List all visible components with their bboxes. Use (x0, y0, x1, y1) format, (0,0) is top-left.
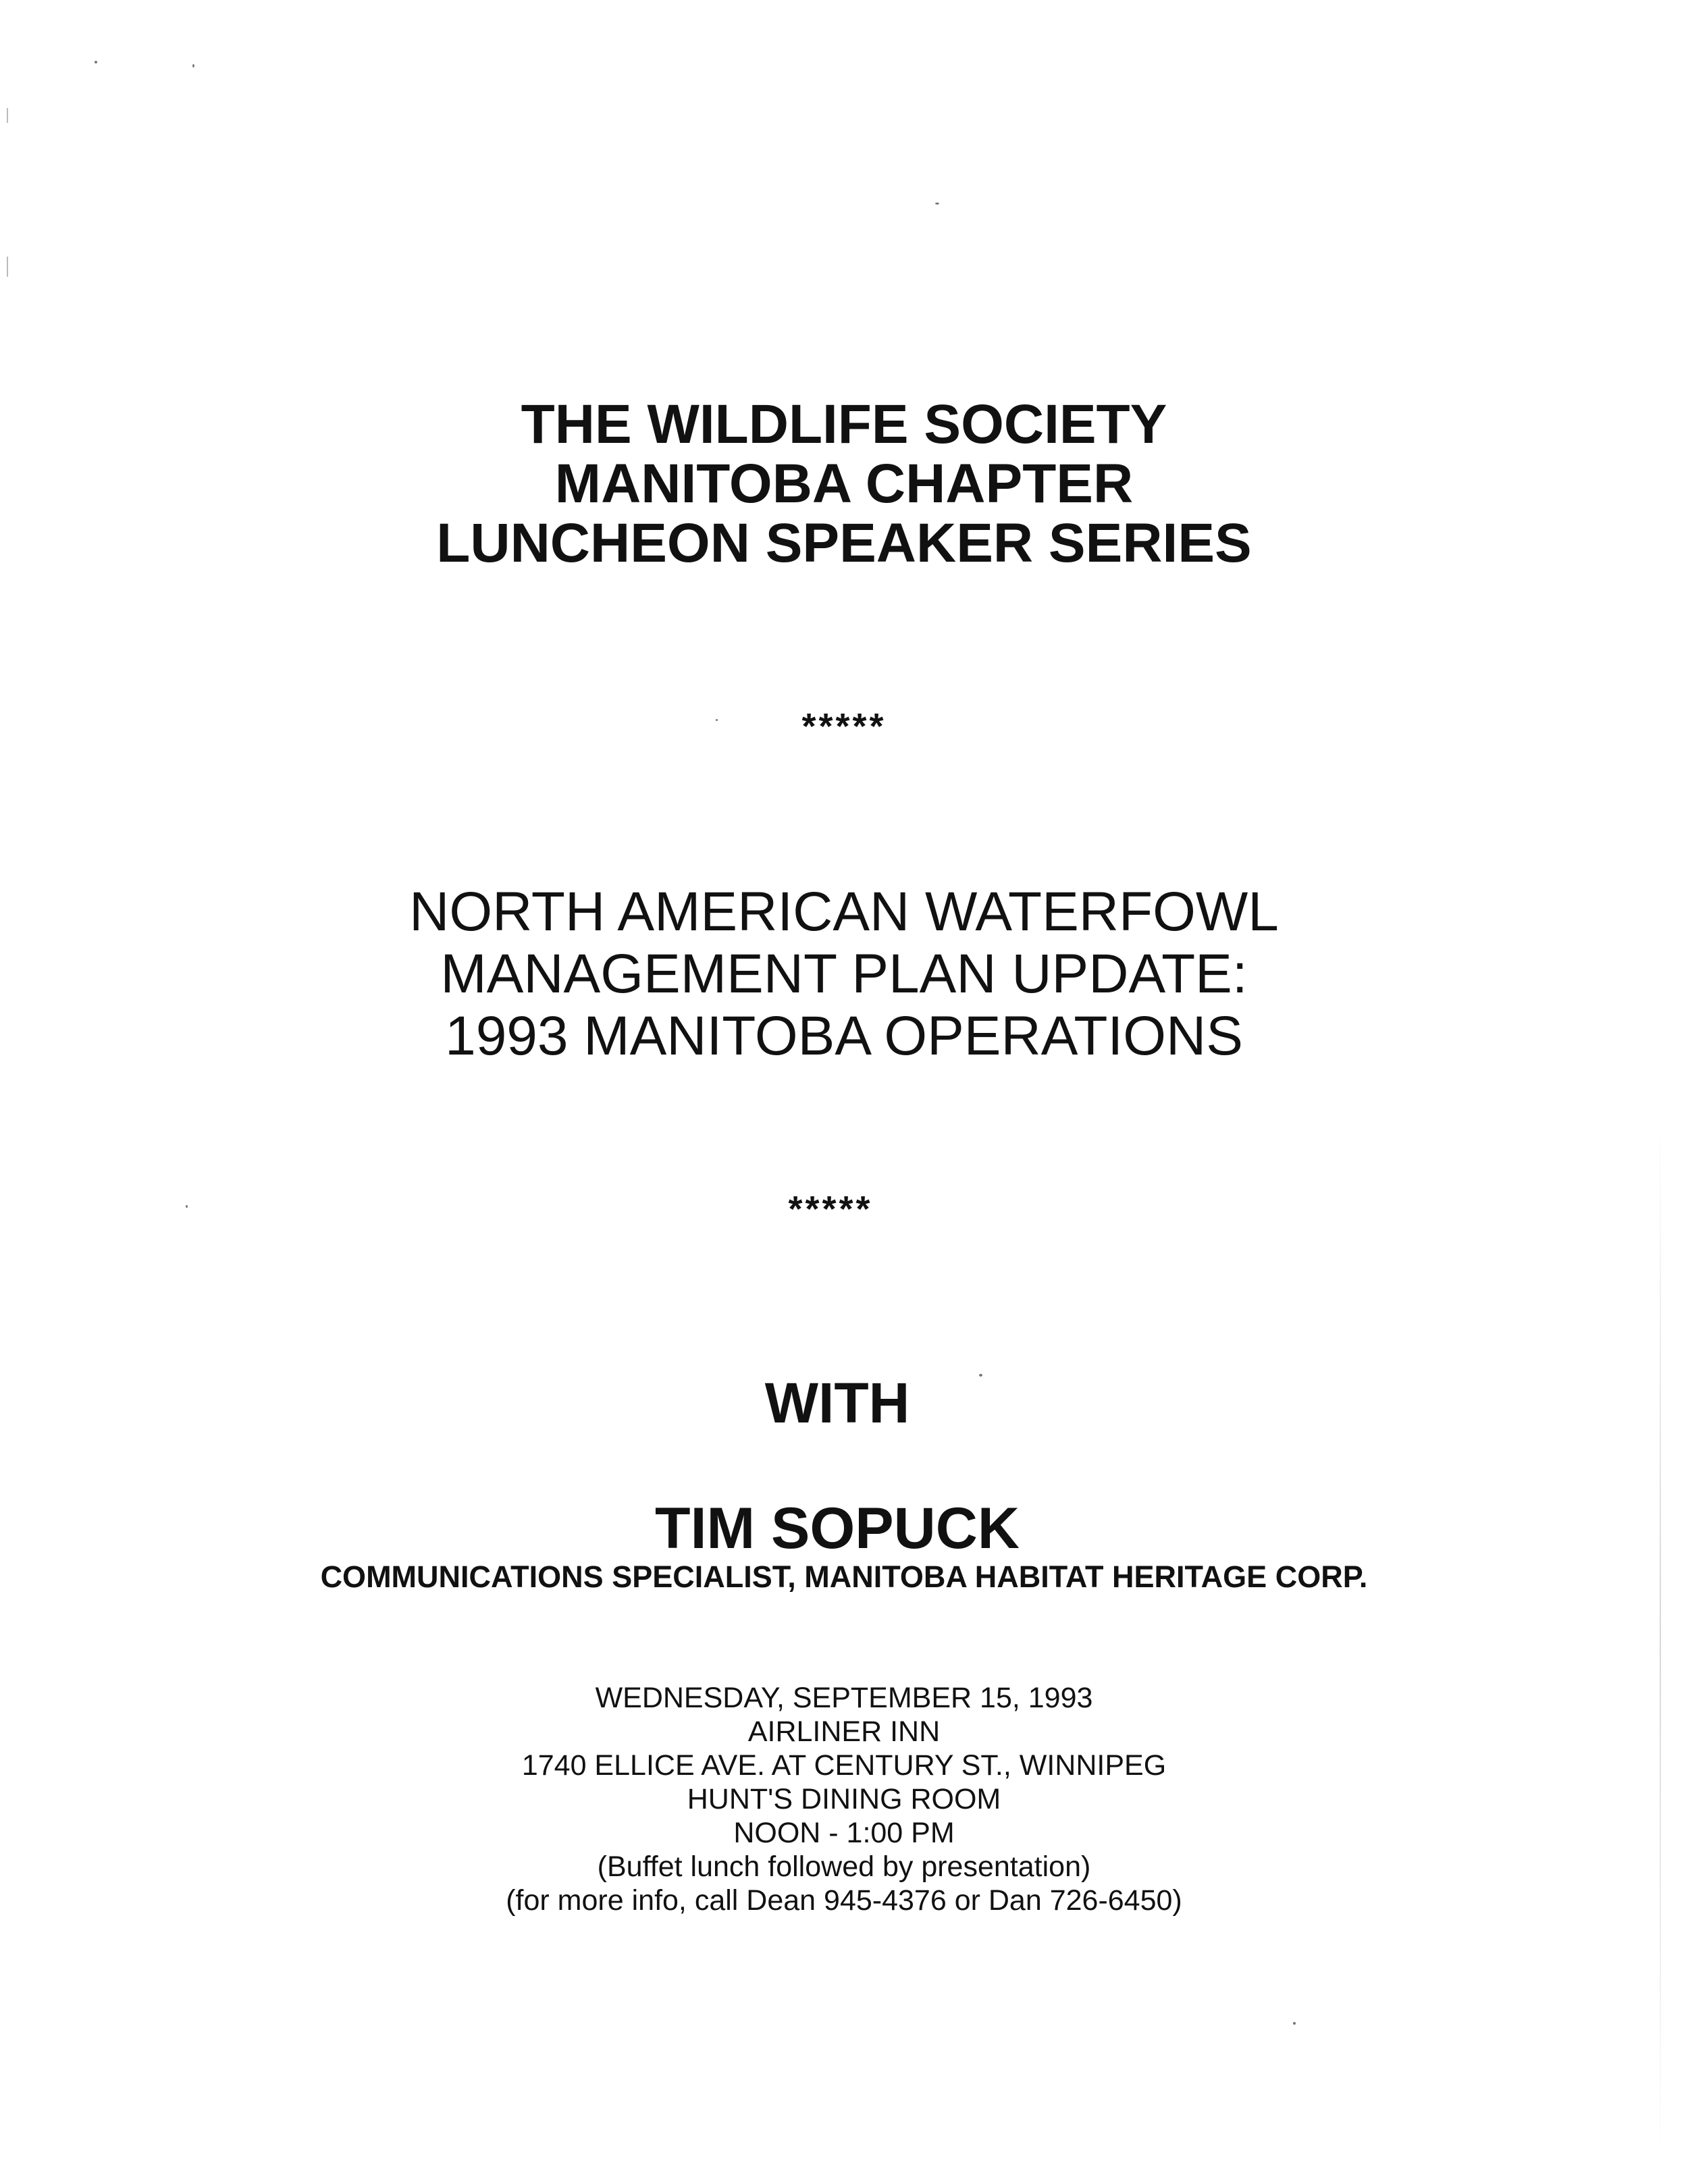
speaker-name: TIM SOPUCK (655, 1496, 1020, 1561)
organization-heading (0, 395, 1688, 573)
scan-speck (979, 1374, 982, 1377)
separator-bottom: ***** (788, 1189, 873, 1229)
with-label: WITH (764, 1371, 910, 1435)
talk-line-3: 1993 MANITOBA OPERATIONS (445, 1005, 1243, 1067)
event-room: HUNT'S DINING ROOM (687, 1783, 1001, 1815)
scan-speck (7, 257, 8, 277)
event-address: 1740 ELLICE AVE. AT CENTURY ST., WINNIPEG (521, 1749, 1167, 1782)
talk-line-1: NORTH AMERICAN WATERFOWL (409, 881, 1279, 942)
scan-speck (192, 64, 194, 68)
org-line-1: THE WILDLIFE SOCIETY (521, 394, 1167, 455)
scan-speck (7, 108, 8, 123)
event-details (0, 1681, 1688, 1917)
scan-speck (186, 1205, 188, 1208)
scan-edge-line (1660, 1114, 1661, 2160)
event-note: (Buffet lunch followed by presentation) (597, 1850, 1091, 1883)
scan-speck (95, 61, 97, 63)
event-contact: (for more info, call Dean 945-4376 or Dan 726-6450) (506, 1884, 1182, 1917)
scan-speck (935, 203, 939, 205)
org-line-2: MANITOBA CHAPTER (554, 453, 1134, 514)
separator-top: ***** (801, 706, 887, 747)
talk-line-2: MANAGEMENT PLAN UPDATE: (440, 943, 1248, 1005)
event-time: NOON - 1:00 PM (733, 1817, 955, 1849)
scan-speck (1293, 2022, 1296, 2025)
org-line-3: LUNCHEON SPEAKER SERIES (436, 512, 1252, 574)
scan-speck (716, 719, 718, 721)
event-date: WEDNESDAY, SEPTEMBER 15, 1993 (595, 1682, 1093, 1714)
speaker-title: COMMUNICATIONS SPECIALIST, MANITOBA HABITAT HERITAGE CORP. (320, 1560, 1368, 1594)
event-venue: AIRLINER INN (747, 1715, 941, 1748)
talk-title (0, 881, 1688, 1067)
